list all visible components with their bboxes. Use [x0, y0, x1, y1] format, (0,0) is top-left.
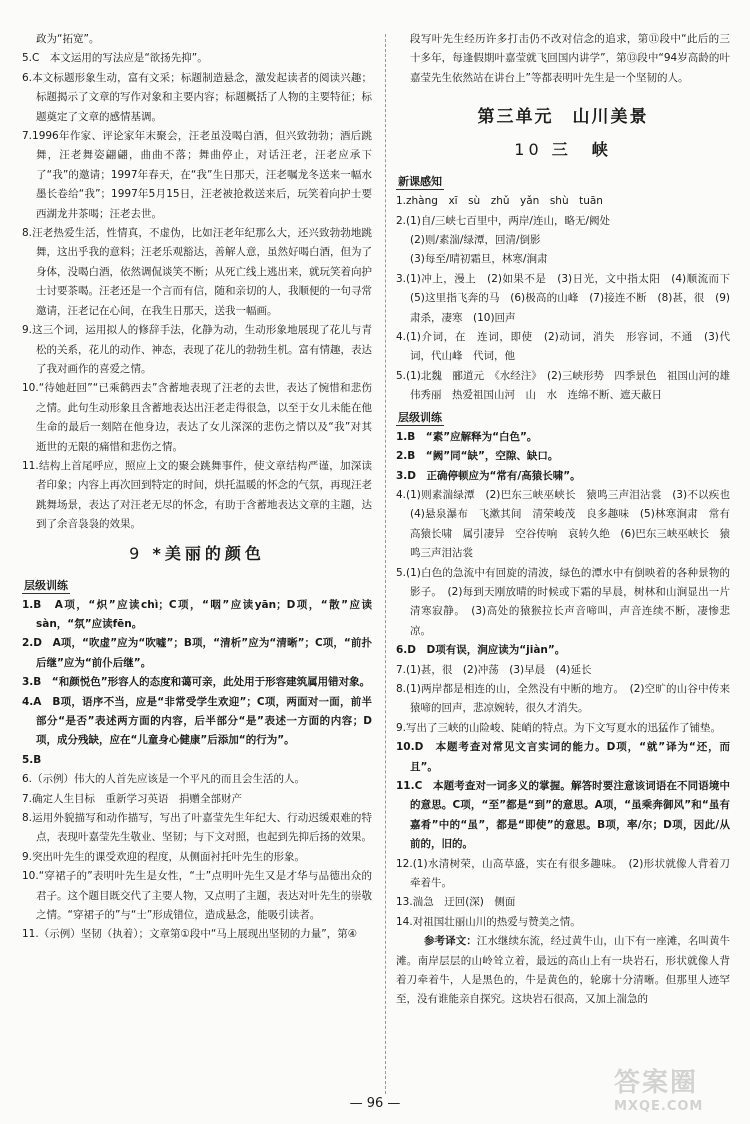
answer-paragraph: 8.汪老热爱生活，性情真，不虚伪，比如汪老年纪那么大，还兴致勃勃地跳舞，这出乎我的意料；汪老乐观豁达，善解人意，虽然好喝白酒，但为了身体，没喝白酒，依然调侃谈笑不断；从死亡线上逃出来，就玩笑着向护士讨要茶喝。汪老还是一个言而有信，随和亲切的人，我顺便的一句寻常邀请，汪老记在心间，在我生日那天，送我一幅画。	[22, 227, 372, 317]
answer-paragraph: 9.这三个词，运用拟人的修辞手法，化静为动，生动形象地展现了花儿与青松的关系，花儿的动作、神态，表现了花儿的勃勃生机。富有情趣，表达了我对画作的喜爱之情。	[22, 324, 372, 375]
answer-paragraph: 1.B A项，“炽”应读chì；C项，“咽”应读yān；D项，“散”应读sàn，“氛”应读fēn。	[22, 598, 372, 630]
answer-paragraph: 10.D 本题考查对常见文言实词的能力。D项，“就”译为“还，而且”。	[396, 741, 730, 773]
answer-paragraph: 5.(1)白色的急流中有回旋的清波，绿色的潭水中有倒映着的各种景物的影子。 (2)每到天刚放晴的时候或下霜的早晨，树林和山涧显出一片清寒寂静。 (3)高处的猿猴拉长声音啼叫，声音连续不断，凄惨悲凉。	[396, 566, 730, 637]
answer-paragraph: 6.（示例）伟大的人首先应该是一个平凡的而且会生活的人。	[22, 773, 306, 786]
answer-paragraph: 7.确定人生目标 重新学习英语 捐赠全部财产	[22, 792, 243, 805]
answer-paragraph: 11.结构上首尾呼应，照应上文的聚会跳舞事件，使文章结构严谨，加深读者印象；内容上再次回到特定的时间，烘托温暖的怀念的气氛，再现汪老跳舞场景，表达了对汪老无尽的怀念，有助于含蓄地表达文章的主题，达到了余音袅袅的效果。	[22, 459, 372, 531]
right-continuation-block	[396, 30, 730, 88]
answer-paragraph: 8.运用外貌描写和动作描写，写出了叶嘉莹先生年纪大、行动迟缓艰难的特点，表现叶嘉莹先生敬业、坚韧；与下文对照，也起到先抑后扬的效果。	[22, 812, 372, 844]
answer-paragraph: 6.D D项有误，涧应读为“jiàn”。	[396, 644, 566, 657]
answer-paragraph: 3.(1)冲上，漫上 (2)如果不是 (3)日光，文中指太阳 (4)顺流而下 (5)这里指飞奔的马 (6)极高的山峰 (7)接连不断 (8)甚，很 (9)肃杀，凄寒 (10)回声	[396, 272, 741, 324]
watermark-logo	[614, 1062, 744, 1122]
right-column	[396, 30, 741, 1010]
answer-paragraph: (3)每至/晴初霜旦，林寒/涧肃	[410, 253, 548, 266]
answer-paragraph: 9.突出叶先生的课受欢迎的程度，从侧面衬托叶先生的形象。	[22, 850, 306, 863]
lesson-9-heading	[22, 541, 372, 564]
answer-paragraph: 4.A B项，语序不当，应是“非常受学生欢迎”；C项，两面对一面，前半部分“是否”表述两方面的内容，后半部分“是”表述一方面的内容；D项，成分残缺，应在“儿童身心健康”后添加“的行为”。	[22, 695, 372, 747]
column-divider	[385, 34, 386, 1094]
answer-paragraph: 政为“拓宽”。	[36, 33, 100, 45]
lesson-9-answers	[22, 596, 372, 945]
answer-paragraph: 2.D A项，“吹虚”应为“吹嘘”；B项，“清析”应为“清晰”；C项，“前扑后继”应为“前仆后继”。	[22, 637, 372, 669]
reference-translation-text: 江水继续东流，经过黄牛山，山下有一座滩，名叫黄牛滩。南岸层层的山岭耸立着，最远的高山上有一块岩石，形状就像人背着刀牵着牛，人是黑色的，牛是黄色的，轮廓十分清晰。但那里人迹罕至，没有谁能亲自探究。这块岩石很高，又加上湍急的	[396, 935, 731, 1006]
answer-paragraph: 10.“待她赶回”“已乘鹤西去”含蓄地表现了汪老的去世，表达了惋惜和悲伤之情。此句生动形象且含蓄地表达出汪老走得很急，以至于女儿未能在他生命的最后一刻陪在他身边，表达了女儿深深的悲伤之情以及“我”对其逝世的无限的痛惜和悲伤之情。	[22, 382, 372, 453]
answer-paragraph: (2)则/素湍/绿潭，回清/倒影	[410, 234, 541, 247]
answer-paragraph: 6.本文标题形象生动，富有文采；标题制造悬念，激发起读者的阅读兴趣；标题揭示了文章的写作对象和主要内容；标题概括了人物的主要特征；标题奠定了文章的感情基调。	[22, 71, 372, 123]
section-label-layer-training-2: 层级训练	[398, 410, 442, 424]
answer-paragraph: 3.B “和颜悦色”形容人的态度和蔼可亲，此处用于形容建筑属用错对象。	[22, 676, 371, 689]
answer-paragraph: 5.B	[22, 753, 42, 766]
answer-paragraph: 2.(1)自/三峡七百里中，两岸/连山，略无/阙处	[396, 214, 611, 227]
lesson-10-number: 10	[514, 140, 543, 160]
lesson-9-number: 9	[129, 543, 144, 563]
watermark-line-1: 答案圈	[614, 1068, 699, 1098]
answer-paragraph: 5.(1)北魏 郦道元 《水经注》 (2)三峡形势 四季景色 祖国山河的雄伟秀丽 热爱祖国山河 山 水 连绵不断、遮天蔽日	[396, 369, 730, 402]
section-label-layer-training: 层级训练	[24, 578, 68, 592]
reference-translation	[396, 932, 730, 1010]
answer-paragraph: 4.(1)介词，在 连词，即使 (2)动词，消失 形容词，不通 (3)代词，代山峰 代词，他	[396, 331, 730, 363]
lesson-9-title: *美丽的颜色	[152, 543, 265, 563]
watermark-line-2: MXQE.COM	[614, 1099, 704, 1114]
answer-paragraph: 11.C 本题考查对一词多义的掌握。解答时要注意该词语在不同语境中的意思。C项，“至”都是“到”的意思。A项，“虽乘奔御风”和“虽有嘉肴”中的“虽”，都是“即使”的意思。B项，率/尔；D项，因此/从前的，旧的。	[396, 780, 730, 851]
answer-paragraph: 1.zhàng xī sù zhǔ yǎn shù tuān	[396, 195, 603, 208]
unit-title: 第三单元 山川美景	[477, 107, 649, 128]
answer-paragraph: 3.D 正确停顿应为“常有/高猿长啸”。	[396, 469, 581, 482]
answer-paragraph: 2.B “阙”同“缺”，空隙、缺口。	[396, 450, 559, 463]
lesson-10-preview-answers	[396, 192, 741, 405]
section-label-new-lesson: 新课感知	[398, 175, 442, 189]
answer-paragraph: 14.对祖国壮丽山川的热爱与赞美之情。	[396, 915, 581, 928]
answer-paragraph: 10.“穿裙子的”表明叶先生是女性，“士”点明叶先生又是才华与品德出众的君子。这个题目既交代了主要人物，又点明了主题，表达对叶先生的崇敬之情。“穿裙子的”与“士”形成错位，造成悬念，能吸引读者。	[22, 870, 372, 922]
answer-paragraph: 4.(1)则素湍绿潭 (2)巴东三峡巫峡长 猿鸣三声泪沾裳 (3)不以疾也 (4)悬泉瀑布 飞漱其间 清荣峻茂 良多趣味 (5)林寒涧肃 常有高猿长啸 属引凄异 空谷传响 哀转久绝 (6)巴东三峡巫峡长 猿鸣三声泪沾裳	[396, 488, 741, 560]
answer-paragraph: 12.(1)水清树荣，山高草盛，实在有很多趣味。 (2)形状就像人背着刀牵着牛。	[396, 857, 730, 890]
lesson-10-title: 三 峡	[551, 140, 612, 160]
answer-paragraph: 7.(1)甚，很 (2)冲荡 (3)早晨 (4)延长	[396, 663, 592, 676]
answer-paragraph: 13.湍急 迂回(深) 侧面	[396, 896, 516, 909]
answer-paragraph: 9.写出了三峡的山险峻、陡峭的特点。为下文写夏水的迅猛作了铺垫。	[396, 721, 722, 734]
answer-paragraph: 段写叶先生经历许多打击仍不改对信念的追求，第⑪段中“此后的三十多年，每逢假期叶嘉莹就飞回国内讲学”，第⑬段中“94岁高龄的叶嘉莹先生依然站在讲台上”等都表明叶先生是一个坚韧的人。	[410, 33, 730, 84]
answer-paragraph: 11.（示例）坚韧（执着）；文章第①段中“马上展现出坚韧的力量”，第④	[22, 928, 358, 941]
answer-paragraph: 7.1996年作家、评论家年末聚会，汪老虽没喝白酒，但兴致勃勃；酒后跳舞，汪老舞姿翩翩，曲曲不落；舞曲停止，对话汪老，汪老应承下了“我”的邀请；1997年春天，在“我”生日那天，汪老嘱龙冬送来一幅水墨长卷给“我”；1997年5月15日，汪老被抢救送来后，玩笑着向护士要西湖龙井茶喝；汪老去世。	[22, 130, 372, 220]
page-number: — 96 —	[349, 1096, 401, 1111]
left-column	[22, 30, 372, 945]
answer-paragraph: 1.B “素”应解释为“白色”。	[396, 430, 538, 443]
reference-translation-label: 参考译文：	[424, 935, 477, 948]
left-answers-block	[22, 30, 372, 535]
answer-paragraph: 8.(1)两岸都是相连的山，全然没有中断的地方。 (2)空旷的山谷中传来猿啼的回声，悲凉婉转，很久才消失。	[396, 682, 730, 715]
lesson-10-heading	[396, 137, 730, 160]
lesson-10-training-answers	[396, 428, 741, 933]
answer-paragraph: 5.C 本文运用的写法应是“欲扬先抑”。	[22, 52, 208, 65]
